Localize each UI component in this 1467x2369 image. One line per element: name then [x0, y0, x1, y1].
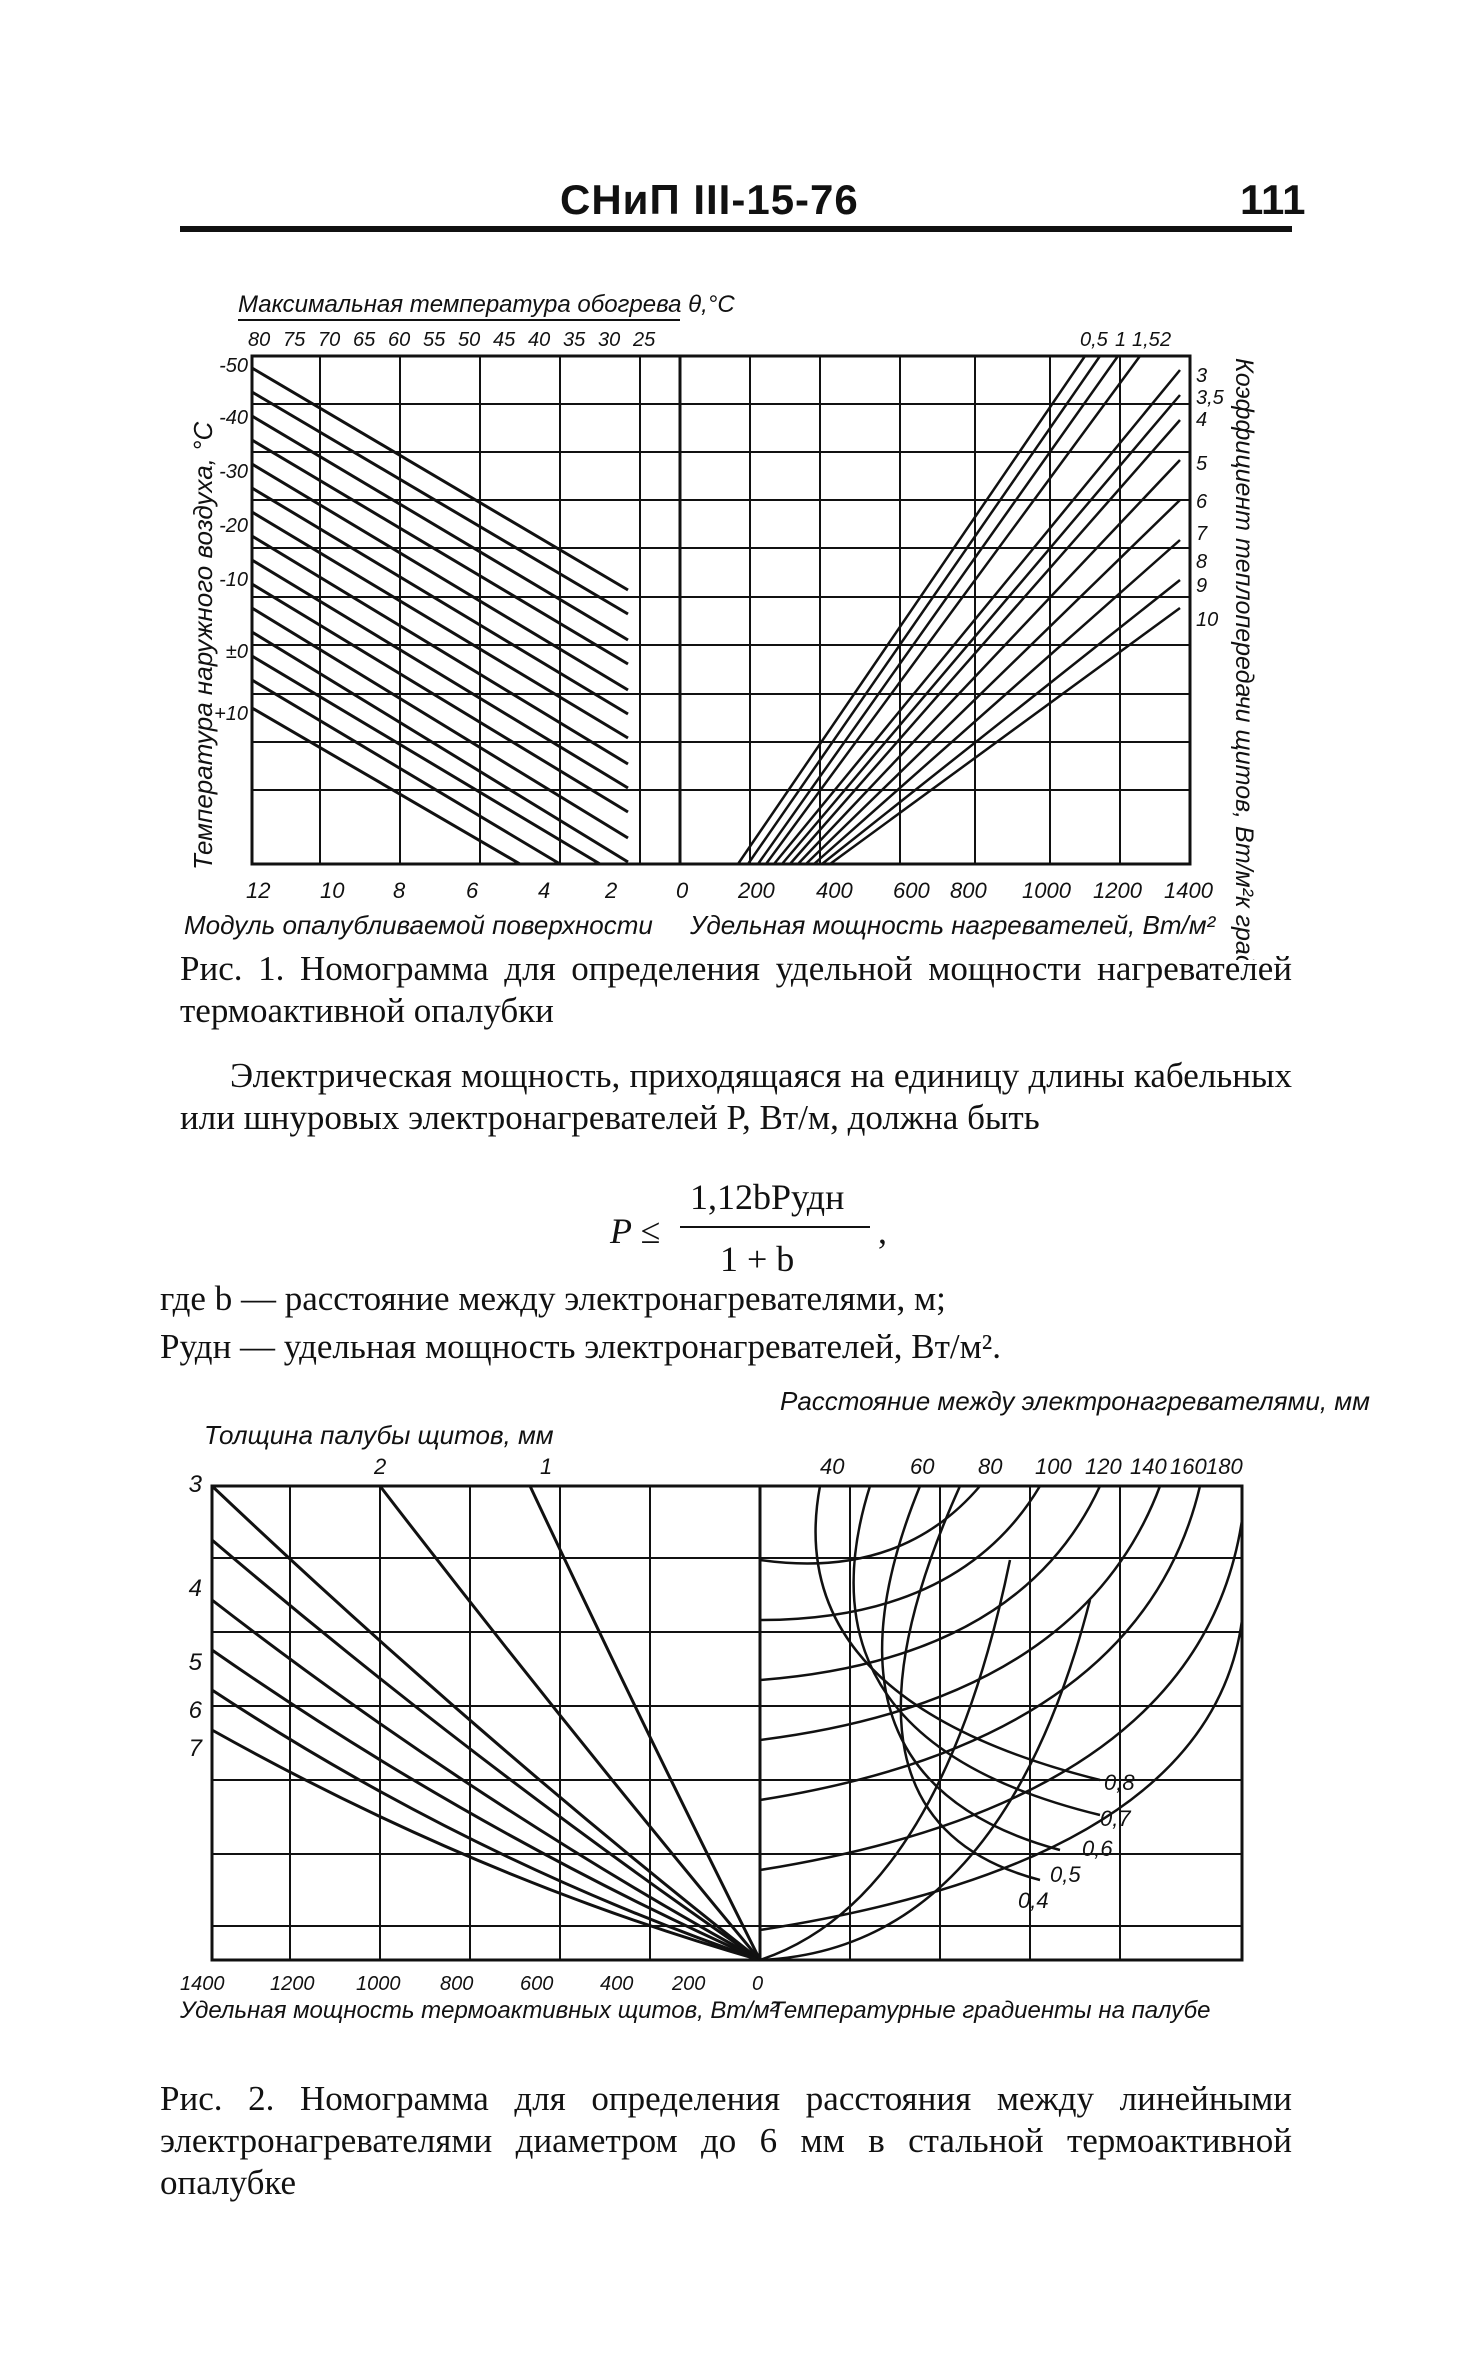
- tick: 0: [752, 1973, 764, 1995]
- formula-comma: ,: [878, 1211, 887, 1251]
- tick: 8: [393, 878, 406, 903]
- document-code: СНиП III-15-76: [560, 176, 859, 223]
- tick: 5: [188, 1649, 202, 1676]
- tick: 7: [1196, 523, 1208, 545]
- tick: -10: [219, 569, 248, 591]
- tick: 3: [188, 1471, 202, 1498]
- curve-label: 0,4: [1018, 1888, 1049, 1913]
- formula-lhs: P ≤: [610, 1211, 661, 1251]
- tick: +10: [214, 703, 248, 725]
- curve-label: 0,8: [1104, 1770, 1135, 1795]
- curve-label: 0,7: [1100, 1806, 1131, 1831]
- tick: 1200: [1093, 878, 1142, 903]
- tick: 80: [248, 329, 271, 351]
- fig2-right-top-ticks: [820, 1454, 1243, 1479]
- curve-label: 0,6: [1082, 1836, 1113, 1861]
- tick: -30: [219, 461, 248, 483]
- tick: 400: [816, 878, 853, 903]
- formula-denominator: 1 + b: [720, 1239, 795, 1279]
- tick: 6: [188, 1697, 202, 1724]
- tick: 60: [388, 329, 411, 351]
- tick: 8: [1196, 551, 1208, 573]
- tick: 600: [520, 1973, 554, 1995]
- fig2-left-top-label: Толщина палубы щитов, мм: [204, 1420, 554, 1450]
- fig1-left-label: Температура наружного воздуха, °С: [188, 421, 218, 870]
- fig1-top-label: Максимальная температура обогрева θ,°С: [238, 291, 735, 318]
- fig2-bottom-right-label: Температурные градиенты на палубе: [770, 1997, 1211, 2024]
- tick: 9: [1196, 575, 1208, 597]
- tick: 4: [188, 1575, 202, 1602]
- curve-label: 0,5: [1050, 1862, 1081, 1887]
- tick: 2: [374, 1454, 387, 1479]
- tick: 200: [738, 878, 775, 903]
- page-number: 111: [1240, 176, 1306, 223]
- tick: 70: [318, 329, 341, 351]
- tick: 55: [423, 329, 446, 351]
- tick: 3,5: [1196, 387, 1224, 409]
- tick: 140: [1130, 1454, 1167, 1479]
- tick: 35: [563, 329, 586, 351]
- tick: ±0: [225, 641, 248, 663]
- fig2-right-top-label: Расстояние между электронагревателями, мм: [780, 1386, 1370, 1416]
- formula-numerator: 1,12bPудн: [690, 1177, 845, 1217]
- figure-2-caption: Рис. 2. Номограмма для определения расстояния между линейными электронагревателями диаметром до 6 мм в стальной термоактивной опалубке: [160, 2079, 1292, 2202]
- tick: 4: [538, 878, 551, 903]
- tick: 5: [1196, 453, 1208, 475]
- tick: 1: [540, 1454, 553, 1479]
- tick: 600: [893, 878, 930, 903]
- tick: 1: [1115, 329, 1127, 351]
- tick: 6: [1196, 491, 1208, 513]
- tick: 1400: [180, 1973, 225, 1995]
- tick: -50: [219, 355, 248, 377]
- tick: 4: [1196, 409, 1208, 431]
- tick: -20: [219, 515, 248, 537]
- tick: 50: [458, 329, 481, 351]
- tick: 60: [910, 1454, 935, 1479]
- tick: 1400: [1164, 878, 1213, 903]
- tick: 75: [283, 329, 306, 351]
- where-p: Pудн — удельная мощность электронагревателей, Вт/м².: [160, 1327, 1002, 1366]
- tick: 80: [978, 1454, 1003, 1479]
- tick: 25: [633, 329, 656, 351]
- tick: 6: [466, 878, 479, 903]
- tick: 40: [528, 329, 551, 351]
- figure-1-caption: Рис. 1. Номограмма для определения удельной мощности нагревателей термоактивной опалубки: [180, 949, 1292, 1030]
- tick: 65: [353, 329, 376, 351]
- tick: 200: [672, 1973, 706, 1995]
- tick: 3: [1196, 365, 1208, 387]
- tick: 30: [598, 329, 621, 351]
- fig1-right-label: Коэффициент теплопередачи щитов, Вт/м²к град: [1230, 358, 1258, 960]
- fig2-bottom-ticks: [180, 1973, 763, 1995]
- tick: 160: [1170, 1454, 1207, 1479]
- tick: 0,5: [1080, 329, 1108, 351]
- paragraph-power: Электрическая мощность, приходящаяся на единицу длины кабельных или шнуровых электронагревателей P, Вт/м, должна быть: [180, 1056, 1292, 1137]
- tick: -40: [219, 407, 248, 429]
- tick: 2: [605, 878, 618, 903]
- fig1-bottom-left-label: Модуль опалубливаемой поверхности: [184, 910, 653, 940]
- fig1-bottom-right-label: Удельная мощность нагревателей, Вт/м²: [690, 910, 1216, 940]
- tick: 12: [246, 878, 271, 903]
- tick: 1,5: [1132, 329, 1160, 351]
- tick: 800: [440, 1973, 474, 1995]
- tick: 45: [493, 329, 516, 351]
- tick: 10: [1196, 609, 1219, 631]
- tick: 1000: [356, 1973, 401, 1995]
- tick: 400: [600, 1973, 634, 1995]
- tick: 0: [676, 878, 689, 903]
- tick: 1200: [270, 1973, 315, 1995]
- tick: 100: [1035, 1454, 1072, 1479]
- tick: 1000: [1022, 878, 1071, 903]
- tick: 120: [1085, 1454, 1122, 1479]
- fig2-bottom-left-label: Удельная мощность термоактивных щитов, Вт/м²: [180, 1997, 778, 2024]
- tick: 180: [1206, 1454, 1243, 1479]
- where-b: где b — расстояние между электронагревателями, м;: [160, 1279, 946, 1318]
- tick: 800: [950, 878, 987, 903]
- tick: 7: [188, 1735, 202, 1762]
- tick: 10: [320, 878, 345, 903]
- tick: 2: [1160, 329, 1172, 351]
- tick: 40: [820, 1454, 845, 1479]
- fig2-grid: [212, 1486, 1242, 1960]
- fig2-left-ticks: [189, 1471, 204, 1762]
